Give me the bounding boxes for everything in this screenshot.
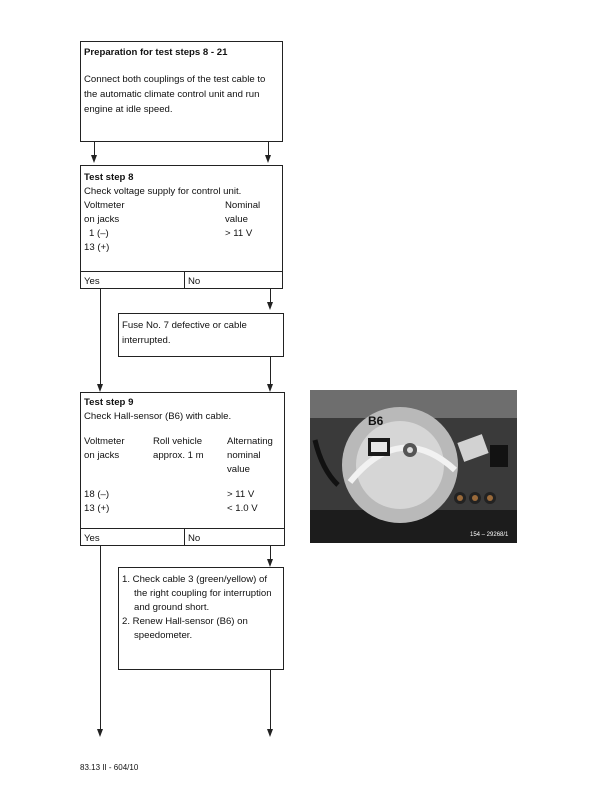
nominal-label: Nominal — [225, 200, 261, 211]
arrow-down — [267, 559, 273, 567]
divider — [80, 271, 283, 272]
nominal-label: nominal — [227, 450, 261, 461]
test-step-8-title: Test step 8 — [84, 172, 134, 183]
preparation-text-line-2: the automatic climate control unit and run — [84, 89, 260, 100]
value-label: value — [225, 214, 248, 225]
test-step-8-description: Check voltage supply for control unit. — [84, 186, 242, 197]
nominal-value: > 11 V — [227, 489, 255, 500]
remedy-item-2-line-2: speedometer. — [134, 630, 193, 641]
jack-value: 13 (+) — [84, 242, 110, 253]
jack-value: 13 (+) — [84, 503, 110, 514]
alternating-label: Alternating — [227, 436, 273, 447]
connector-line — [268, 142, 269, 156]
test-step-9-title: Test step 9 — [84, 397, 134, 408]
connector-line — [270, 357, 271, 385]
divider — [80, 528, 285, 529]
voltmeter-label: Voltmeter — [84, 200, 125, 211]
speedometer-photo-illustration — [310, 390, 517, 543]
fuse-text-line-2: interrupted. — [122, 335, 171, 346]
divider — [184, 271, 185, 289]
jacks-label: on jacks — [84, 450, 120, 461]
arrow-down — [267, 729, 273, 737]
yes-label: Yes — [84, 276, 100, 287]
remedy-item-1-line-1: 1. Check cable 3 (green/yellow) of — [122, 574, 268, 585]
roll-vehicle-label: Roll vehicle — [153, 436, 203, 447]
page-footer: 83.13 II - 604/10 — [80, 763, 139, 772]
arrow-down — [265, 155, 271, 163]
preparation-title: Preparation for test steps 8 - 21 — [84, 47, 228, 58]
connector-line — [100, 289, 101, 385]
value-label: value — [227, 464, 250, 475]
divider — [184, 528, 185, 546]
nominal-value: < 1.0 V — [227, 503, 258, 514]
arrow-down — [97, 729, 103, 737]
preparation-text-line-3: engine at idle speed. — [84, 104, 173, 115]
arrow-down — [91, 155, 97, 163]
jack-value: 1 (–) — [89, 228, 109, 239]
photo-caption: 154 – 29268/1 — [470, 532, 509, 538]
connector-line — [270, 546, 271, 560]
connector-line — [94, 142, 95, 156]
remedy-item-1-line-2: the right coupling for interruption — [134, 588, 272, 599]
jack-value: 18 (–) — [84, 489, 110, 500]
no-label: No — [188, 276, 201, 287]
jacks-label: on jacks — [84, 214, 120, 225]
connector-line — [100, 546, 101, 730]
test-step-9-description: Check Hall-sensor (B6) with cable. — [84, 411, 232, 422]
roll-distance-label: approx. 1 m — [153, 450, 204, 461]
remedy-item-2-line-1: 2. Renew Hall-sensor (B6) on — [122, 616, 248, 627]
arrow-down — [97, 384, 103, 392]
nominal-value: > 11 V — [225, 228, 253, 239]
remedy-item-1-line-3: and ground short. — [134, 602, 210, 613]
voltmeter-label: Voltmeter — [84, 436, 125, 447]
speedometer-photo — [310, 390, 517, 543]
preparation-text-line-1: Connect both couplings of the test cable to — [84, 74, 266, 85]
connector-line — [270, 670, 271, 730]
yes-label: Yes — [84, 533, 100, 544]
arrow-down — [267, 384, 273, 392]
no-label: No — [188, 533, 201, 544]
connector-line — [270, 289, 271, 303]
b6-label: B6 — [368, 414, 384, 428]
arrow-down — [267, 302, 273, 310]
fuse-text-line-1: Fuse No. 7 defective or cable — [122, 320, 247, 331]
